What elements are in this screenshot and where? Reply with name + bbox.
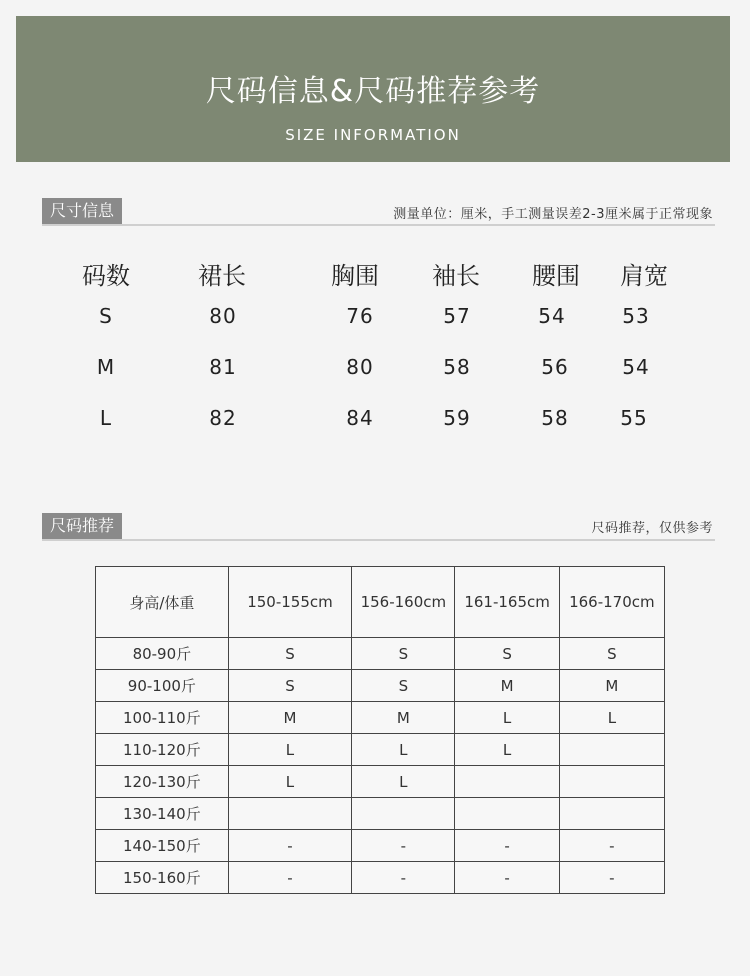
recommend-note: 尺码推荐，仅供参考 (591, 521, 713, 536)
table-cell: 100-110斤 (96, 702, 229, 734)
table-cell: M (228, 702, 351, 734)
size-cell: 57 (443, 304, 471, 328)
table-cell: S (228, 670, 351, 702)
table-row (96, 734, 665, 766)
size-cell: 55 (620, 406, 648, 430)
size-info-tag: 尺寸信息 (42, 198, 122, 224)
size-header: 胸围 (331, 262, 379, 290)
table-header: 161-165cm (455, 567, 559, 638)
table-cell: - (352, 830, 455, 862)
size-header: 码数 (82, 262, 130, 290)
size-header: 袖长 (432, 262, 480, 290)
size-info-divider (42, 224, 715, 226)
table-row (96, 862, 665, 894)
table-row (96, 638, 665, 670)
size-cell: 80 (209, 304, 237, 328)
size-cell: 58 (443, 355, 471, 379)
size-cell: M (96, 355, 116, 379)
table-cell: - (352, 862, 455, 894)
size-cell: 58 (541, 406, 569, 430)
table-cell: - (228, 862, 351, 894)
size-cell: 84 (346, 406, 374, 430)
table-cell: L (455, 702, 559, 734)
table-cell (559, 798, 664, 830)
table-row (96, 702, 665, 734)
table-cell: 120-130斤 (96, 766, 229, 798)
table-cell: L (559, 702, 664, 734)
table-cell (559, 734, 664, 766)
table-cell: 150-160斤 (96, 862, 229, 894)
table-cell: 140-150斤 (96, 830, 229, 862)
table-cell (455, 766, 559, 798)
table-cell: - (559, 862, 664, 894)
table-cell: M (559, 670, 664, 702)
table-row (96, 830, 665, 862)
table-cell: - (559, 830, 664, 862)
table-cell: 80-90斤 (96, 638, 229, 670)
size-recommend-table (95, 566, 665, 894)
size-cell: 59 (443, 406, 471, 430)
table-header: 166-170cm (559, 567, 664, 638)
table-cell: - (455, 862, 559, 894)
size-cell: 80 (346, 355, 374, 379)
table-cell: M (352, 702, 455, 734)
table-cell: L (228, 766, 351, 798)
table-cell (559, 766, 664, 798)
size-cell: 76 (346, 304, 374, 328)
table-cell: 130-140斤 (96, 798, 229, 830)
table-cell (455, 798, 559, 830)
size-cell: L (99, 406, 113, 430)
size-header: 肩宽 (620, 262, 668, 290)
table-cell: M (455, 670, 559, 702)
size-cell: 54 (622, 355, 650, 379)
recommend-tag: 尺码推荐 (42, 513, 122, 539)
table-cell: - (228, 830, 351, 862)
table-cell: - (455, 830, 559, 862)
table-header: 156-160cm (352, 567, 455, 638)
size-cell: S (99, 304, 113, 328)
size-header: 裙长 (198, 262, 246, 290)
table-cell: S (228, 638, 351, 670)
size-cell: 82 (209, 406, 237, 430)
table-cell: 110-120斤 (96, 734, 229, 766)
table-header-row (96, 567, 665, 638)
size-cell: 81 (209, 355, 237, 379)
page-title: 尺码信息&尺码推荐参考 (205, 74, 541, 109)
table-cell: S (455, 638, 559, 670)
size-header: 腰围 (532, 262, 580, 290)
header-banner (16, 16, 730, 162)
table-row (96, 670, 665, 702)
size-info-note: 测量单位：厘米，手工测量误差2-3厘米属于正常现象 (393, 207, 713, 222)
table-cell: 90-100斤 (96, 670, 229, 702)
size-cell: 56 (541, 355, 569, 379)
size-cell: 53 (622, 304, 650, 328)
table-header: 150-155cm (228, 567, 351, 638)
table-row (96, 766, 665, 798)
table-cell: L (455, 734, 559, 766)
table-cell: S (352, 638, 455, 670)
table-cell: S (352, 670, 455, 702)
table-row (96, 798, 665, 830)
table-cell (228, 798, 351, 830)
size-cell: 54 (538, 304, 566, 328)
table-cell (352, 798, 455, 830)
table-cell: S (559, 638, 664, 670)
recommend-divider (42, 539, 715, 541)
table-cell: L (352, 734, 455, 766)
table-header: 身高/体重 (96, 567, 229, 638)
table-cell: L (228, 734, 351, 766)
page-subtitle: SIZE INFORMATION (285, 126, 461, 144)
table-cell: L (352, 766, 455, 798)
